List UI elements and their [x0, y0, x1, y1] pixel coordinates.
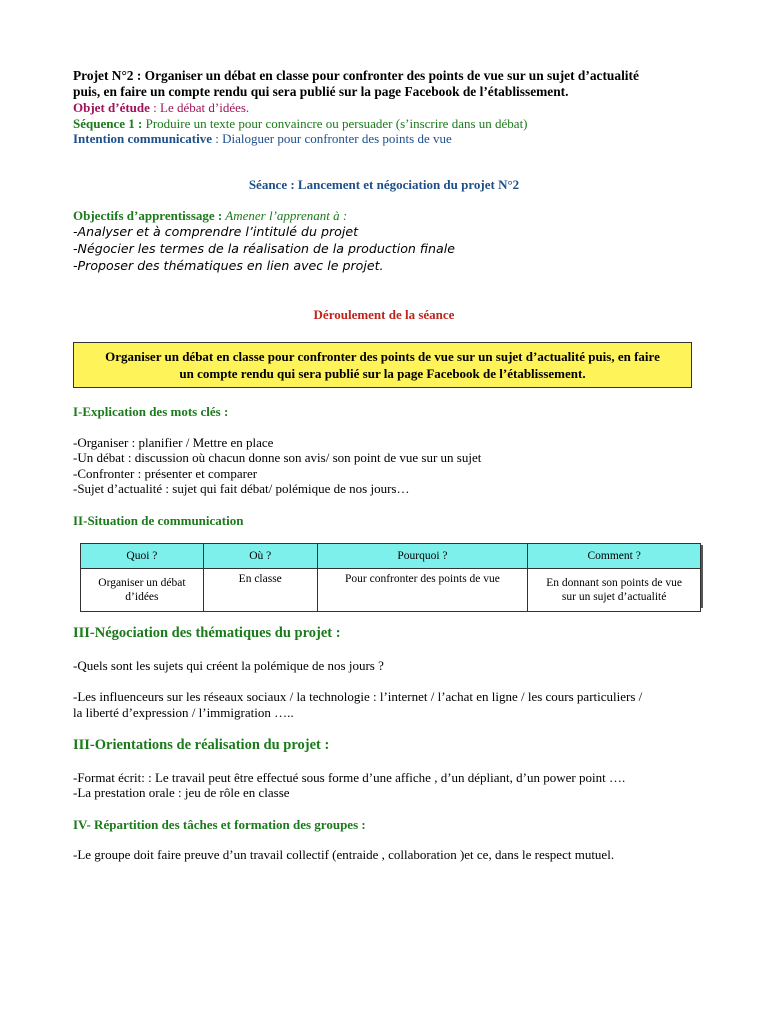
keyword-item: -Sujet d’actualité : sujet qui fait débat/ polémique de nos jours… — [73, 481, 410, 496]
objectif-item: -Négocier les termes de la réalisation de la production finale — [73, 241, 455, 256]
keyword-item: -Confronter : présenter et comparer — [73, 466, 258, 481]
section3-answer-line1: -Les influenceurs sur les réseaux sociaux / la technologie : l’internet / l’achat en ligne / les cours particuliers / — [73, 689, 643, 704]
table-cell — [317, 569, 528, 612]
sequence-label: Séquence 1 : — [73, 116, 143, 131]
projet-title-line2: puis, en faire un compte rendu qui sera publié sur la page Facebook de l’établissement. — [73, 84, 569, 99]
objet-etude-label: Objet d’étude — [73, 100, 150, 115]
sequence-value: Produire un texte pour convaincre ou persuader (s’inscrire dans un débat) — [142, 116, 528, 131]
table-header-cell: Pourquoi ? — [317, 544, 528, 569]
seance-title: Séance : Lancement et négociation du projet N°2 — [248, 177, 520, 192]
keyword-item: -Organiser : planifier / Mettre en place — [73, 435, 274, 450]
table-row — [81, 569, 701, 612]
cell-line: Organiser un débat — [98, 577, 186, 589]
objectifs-intro: Amener l’apprenant à : — [222, 208, 348, 223]
section3-answer-line2: la liberté d’expression / l’immigration ….. — [73, 705, 294, 720]
section3-question: -Quels sont les sujets qui créent la polémique de nos jours ? — [73, 658, 384, 673]
table-cell — [81, 569, 204, 612]
section5-text: -Le groupe doit faire preuve d’un travail collectif (entraide , collaboration )et ce, dans le respect mutuel. — [73, 847, 615, 862]
keyword-item: -Un débat : discussion où chacun donne son avis/ son point de vue sur un sujet — [73, 450, 482, 465]
intention-line — [73, 131, 452, 147]
box-line2: un compte rendu qui sera publié sur la page Facebook de l’établissement. — [179, 366, 586, 381]
table-header-cell: Où ? — [203, 544, 317, 569]
deroulement-title: Déroulement de la séance — [313, 307, 455, 322]
cell-line: En classe — [238, 573, 282, 585]
table-cell — [528, 569, 701, 612]
section2-title: II-Situation de communication — [73, 513, 244, 528]
project-statement-box — [73, 342, 692, 388]
sequence-line — [73, 116, 528, 132]
orientation-item: -La prestation orale : jeu de rôle en classe — [73, 785, 290, 800]
cell-line: En donnant son points de vue — [546, 577, 682, 589]
section1-title: I-Explication des mots clés : — [73, 404, 229, 419]
table-header-row — [81, 544, 701, 569]
objectifs-line — [73, 208, 347, 224]
objectif-item: -Proposer des thématiques en lien avec le projet. — [73, 258, 384, 273]
orientation-item: -Format écrit: : Le travail peut être effectué sous forme d’une affiche , d’un dépliant, d’un power point …. — [73, 770, 626, 785]
box-line1: Organiser un débat en classe pour confronter des points de vue sur un sujet d’actualité puis, en faire — [105, 349, 660, 364]
section3-title: III-Négociation des thématiques du projet : — [73, 625, 341, 641]
objet-etude-line — [73, 100, 249, 116]
section4-title: III-Orientations de réalisation du projet : — [73, 737, 330, 753]
objet-etude-value: : Le débat d’idées. — [149, 100, 250, 115]
section5-title: IV- Répartition des tâches et formation des groupes : — [73, 817, 366, 832]
objectifs-label: Objectifs d’apprentissage : — [73, 208, 223, 223]
table-header-cell: Quoi ? — [81, 544, 204, 569]
intention-value: : Dialoguer pour confronter des points de vue — [212, 131, 452, 146]
intention-label: Intention communicative — [73, 131, 213, 146]
projet-title-line1: Projet N°2 : Organiser un débat en classe pour confronter des points de vue sur un sujet d’actualité — [73, 68, 639, 83]
objectif-item: -Analyser et à comprendre l’intitulé du projet — [73, 224, 359, 239]
table-cell — [203, 569, 317, 612]
cell-line: Pour confronter des points de vue — [344, 573, 500, 585]
cell-line: sur un sujet d’actualité — [561, 591, 667, 603]
table-header-cell: Comment ? — [528, 544, 701, 569]
communication-table — [80, 543, 701, 612]
cell-line: d’idées — [125, 591, 159, 603]
